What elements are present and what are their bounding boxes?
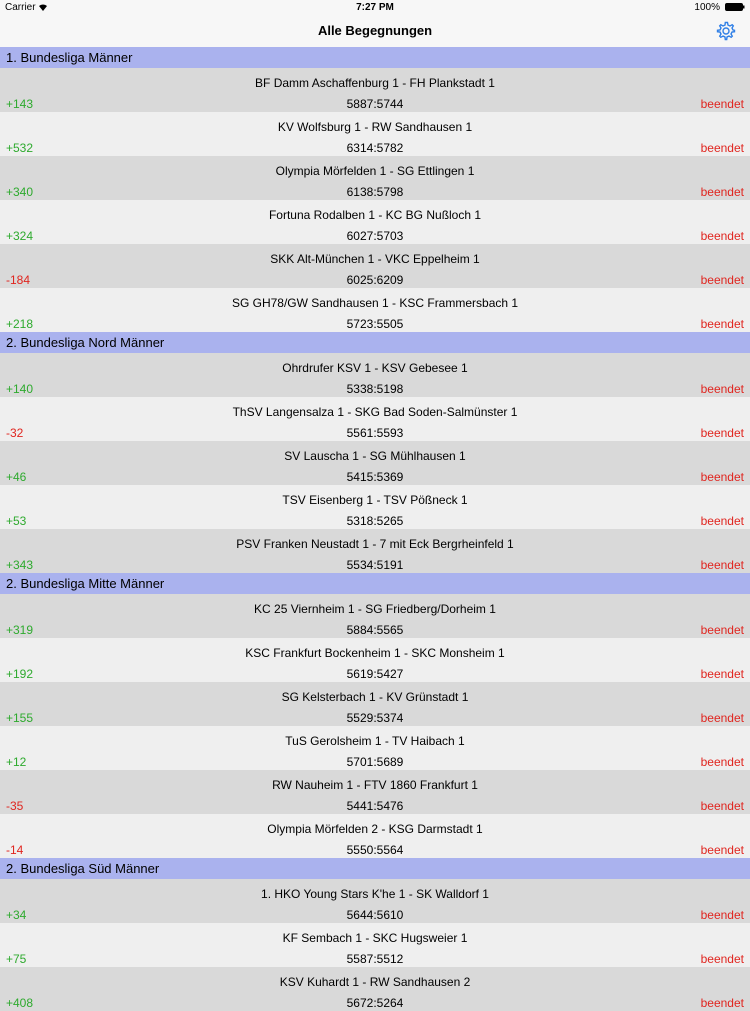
match-row[interactable] [0, 923, 750, 967]
match-status: beendet [700, 996, 744, 1010]
score-difference: +324 [6, 229, 34, 243]
match-status: beendet [700, 273, 744, 287]
section-header: 2. Bundesliga Nord Männer [0, 332, 750, 353]
match-score: 5534:5191 [346, 558, 404, 572]
match-score: 6025:6209 [346, 273, 404, 287]
match-status: beendet [700, 229, 744, 243]
match-score: 5441:5476 [346, 799, 404, 813]
score-difference: +46 [6, 470, 27, 484]
match-teams: BF Damm Aschaffenburg 1 - FH Plankstadt 1 [255, 76, 495, 90]
match-row[interactable] [0, 288, 750, 332]
match-score: 5701:5689 [346, 755, 404, 769]
match-row[interactable] [0, 770, 750, 814]
match-row[interactable] [0, 112, 750, 156]
match-teams: Ohrdrufer KSV 1 - KSV Gebesee 1 [282, 361, 468, 375]
score-difference: +12 [6, 755, 27, 769]
match-teams: 1. HKO Young Stars K'he 1 - SK Walldorf 1 [261, 887, 489, 901]
match-row[interactable] [0, 244, 750, 288]
match-status: beendet [700, 185, 744, 199]
section-header: 1. Bundesliga Männer [0, 47, 750, 68]
score-difference: +53 [6, 514, 27, 528]
match-score: 5887:5744 [346, 97, 404, 111]
match-score: 5587:5512 [346, 952, 404, 966]
section-header: 2. Bundesliga Mitte Männer [0, 573, 750, 594]
match-teams: Fortuna Rodalben 1 - KC BG Nußloch 1 [268, 208, 482, 222]
match-score: 5529:5374 [346, 711, 404, 725]
match-row[interactable] [0, 485, 750, 529]
match-status: beendet [700, 382, 744, 396]
match-status: beendet [700, 667, 744, 681]
page-title: Alle Begegnungen [317, 23, 433, 38]
match-list [0, 47, 750, 1011]
section-header: 2. Bundesliga Süd Männer [0, 858, 750, 879]
match-status: beendet [700, 97, 744, 111]
match-status: beendet [700, 843, 744, 857]
match-score: 6027:5703 [346, 229, 404, 243]
match-row[interactable] [0, 594, 750, 638]
match-status: beendet [700, 908, 744, 922]
match-score: 5550:5564 [346, 843, 404, 857]
match-status: beendet [700, 141, 744, 155]
score-difference: +218 [6, 317, 34, 331]
match-status: beendet [700, 470, 744, 484]
match-teams: RW Nauheim 1 - FTV 1860 Frankfurt 1 [272, 778, 478, 792]
match-teams: KF Sembach 1 - SKC Hugsweier 1 [282, 931, 468, 945]
match-row[interactable] [0, 638, 750, 682]
navigation-bar [0, 15, 750, 48]
match-teams: ThSV Langensalza 1 - SKG Bad Soden-Salmünster 1 [232, 405, 518, 419]
match-teams: KSV Kuhardt 1 - RW Sandhausen 2 [279, 975, 471, 989]
match-row[interactable] [0, 200, 750, 244]
status-bar [0, 0, 750, 15]
score-difference: +340 [6, 185, 34, 199]
match-score: 5561:5593 [346, 426, 404, 440]
match-status: beendet [700, 711, 744, 725]
match-row[interactable] [0, 353, 750, 397]
match-score: 5318:5265 [346, 514, 404, 528]
settings-gear-icon[interactable] [716, 21, 736, 41]
match-status: beendet [700, 514, 744, 528]
match-teams: SKK Alt-München 1 - VKC Eppelheim 1 [270, 252, 480, 266]
clock: 7:27 PM [356, 2, 394, 13]
score-difference: +34 [6, 908, 27, 922]
match-row[interactable] [0, 879, 750, 923]
match-score: 5672:5264 [346, 996, 404, 1010]
match-teams: TuS Gerolsheim 1 - TV Haibach 1 [285, 734, 465, 748]
match-status: beendet [700, 558, 744, 572]
score-difference: +75 [6, 952, 27, 966]
match-teams: PSV Franken Neustadt 1 - 7 mit Eck Bergrheinfeld 1 [236, 537, 514, 551]
match-teams: SG Kelsterbach 1 - KV Grünstadt 1 [281, 690, 469, 704]
match-row[interactable] [0, 529, 750, 573]
match-score: 5415:5369 [346, 470, 404, 484]
match-row[interactable] [0, 726, 750, 770]
match-row[interactable] [0, 967, 750, 1011]
score-difference: -32 [6, 426, 24, 440]
score-difference: +343 [6, 558, 34, 572]
match-teams: TSV Eisenberg 1 - TSV Pößneck 1 [282, 493, 468, 507]
match-teams: SG GH78/GW Sandhausen 1 - KSC Frammersbach 1 [231, 296, 519, 310]
match-score: 5619:5427 [346, 667, 404, 681]
match-teams: KSC Frankfurt Bockenheim 1 - SKC Monsheim 1 [245, 646, 505, 660]
match-status: beendet [700, 426, 744, 440]
match-row[interactable] [0, 68, 750, 112]
match-score: 5723:5505 [346, 317, 404, 331]
match-status: beendet [700, 952, 744, 966]
match-status: beendet [700, 799, 744, 813]
score-difference: +532 [6, 141, 34, 155]
match-row[interactable] [0, 441, 750, 485]
battery-percentage: 100% [694, 2, 720, 13]
match-row[interactable] [0, 156, 750, 200]
match-status: beendet [700, 755, 744, 769]
match-status: beendet [700, 623, 744, 637]
match-score: 5644:5610 [346, 908, 404, 922]
match-teams: SV Lauscha 1 - SG Mühlhausen 1 [284, 449, 466, 463]
score-difference: +192 [6, 667, 34, 681]
score-difference: +319 [6, 623, 34, 637]
score-difference: +143 [6, 97, 34, 111]
match-score: 5338:5198 [346, 382, 404, 396]
score-difference: +408 [6, 996, 34, 1010]
match-score: 6138:5798 [346, 185, 404, 199]
score-difference: +155 [6, 711, 34, 725]
score-difference: -14 [6, 843, 24, 857]
match-row[interactable] [0, 397, 750, 441]
match-score: 5884:5565 [346, 623, 404, 637]
match-score: 6314:5782 [346, 141, 404, 155]
match-row[interactable] [0, 682, 750, 726]
match-row[interactable] [0, 814, 750, 858]
match-teams: Olympia Mörfelden 2 - KSG Darmstadt 1 [267, 822, 483, 836]
match-teams: Olympia Mörfelden 1 - SG Ettlingen 1 [275, 164, 475, 178]
score-difference: -35 [6, 799, 24, 813]
score-difference: +140 [6, 382, 34, 396]
match-teams: KC 25 Viernheim 1 - SG Friedberg/Dorheim 1 [254, 602, 496, 616]
match-teams: KV Wolfsburg 1 - RW Sandhausen 1 [277, 120, 473, 134]
match-status: beendet [700, 317, 744, 331]
carrier-label: Carrier [5, 2, 36, 13]
battery-icon [725, 3, 745, 11]
score-difference: -184 [6, 273, 31, 287]
